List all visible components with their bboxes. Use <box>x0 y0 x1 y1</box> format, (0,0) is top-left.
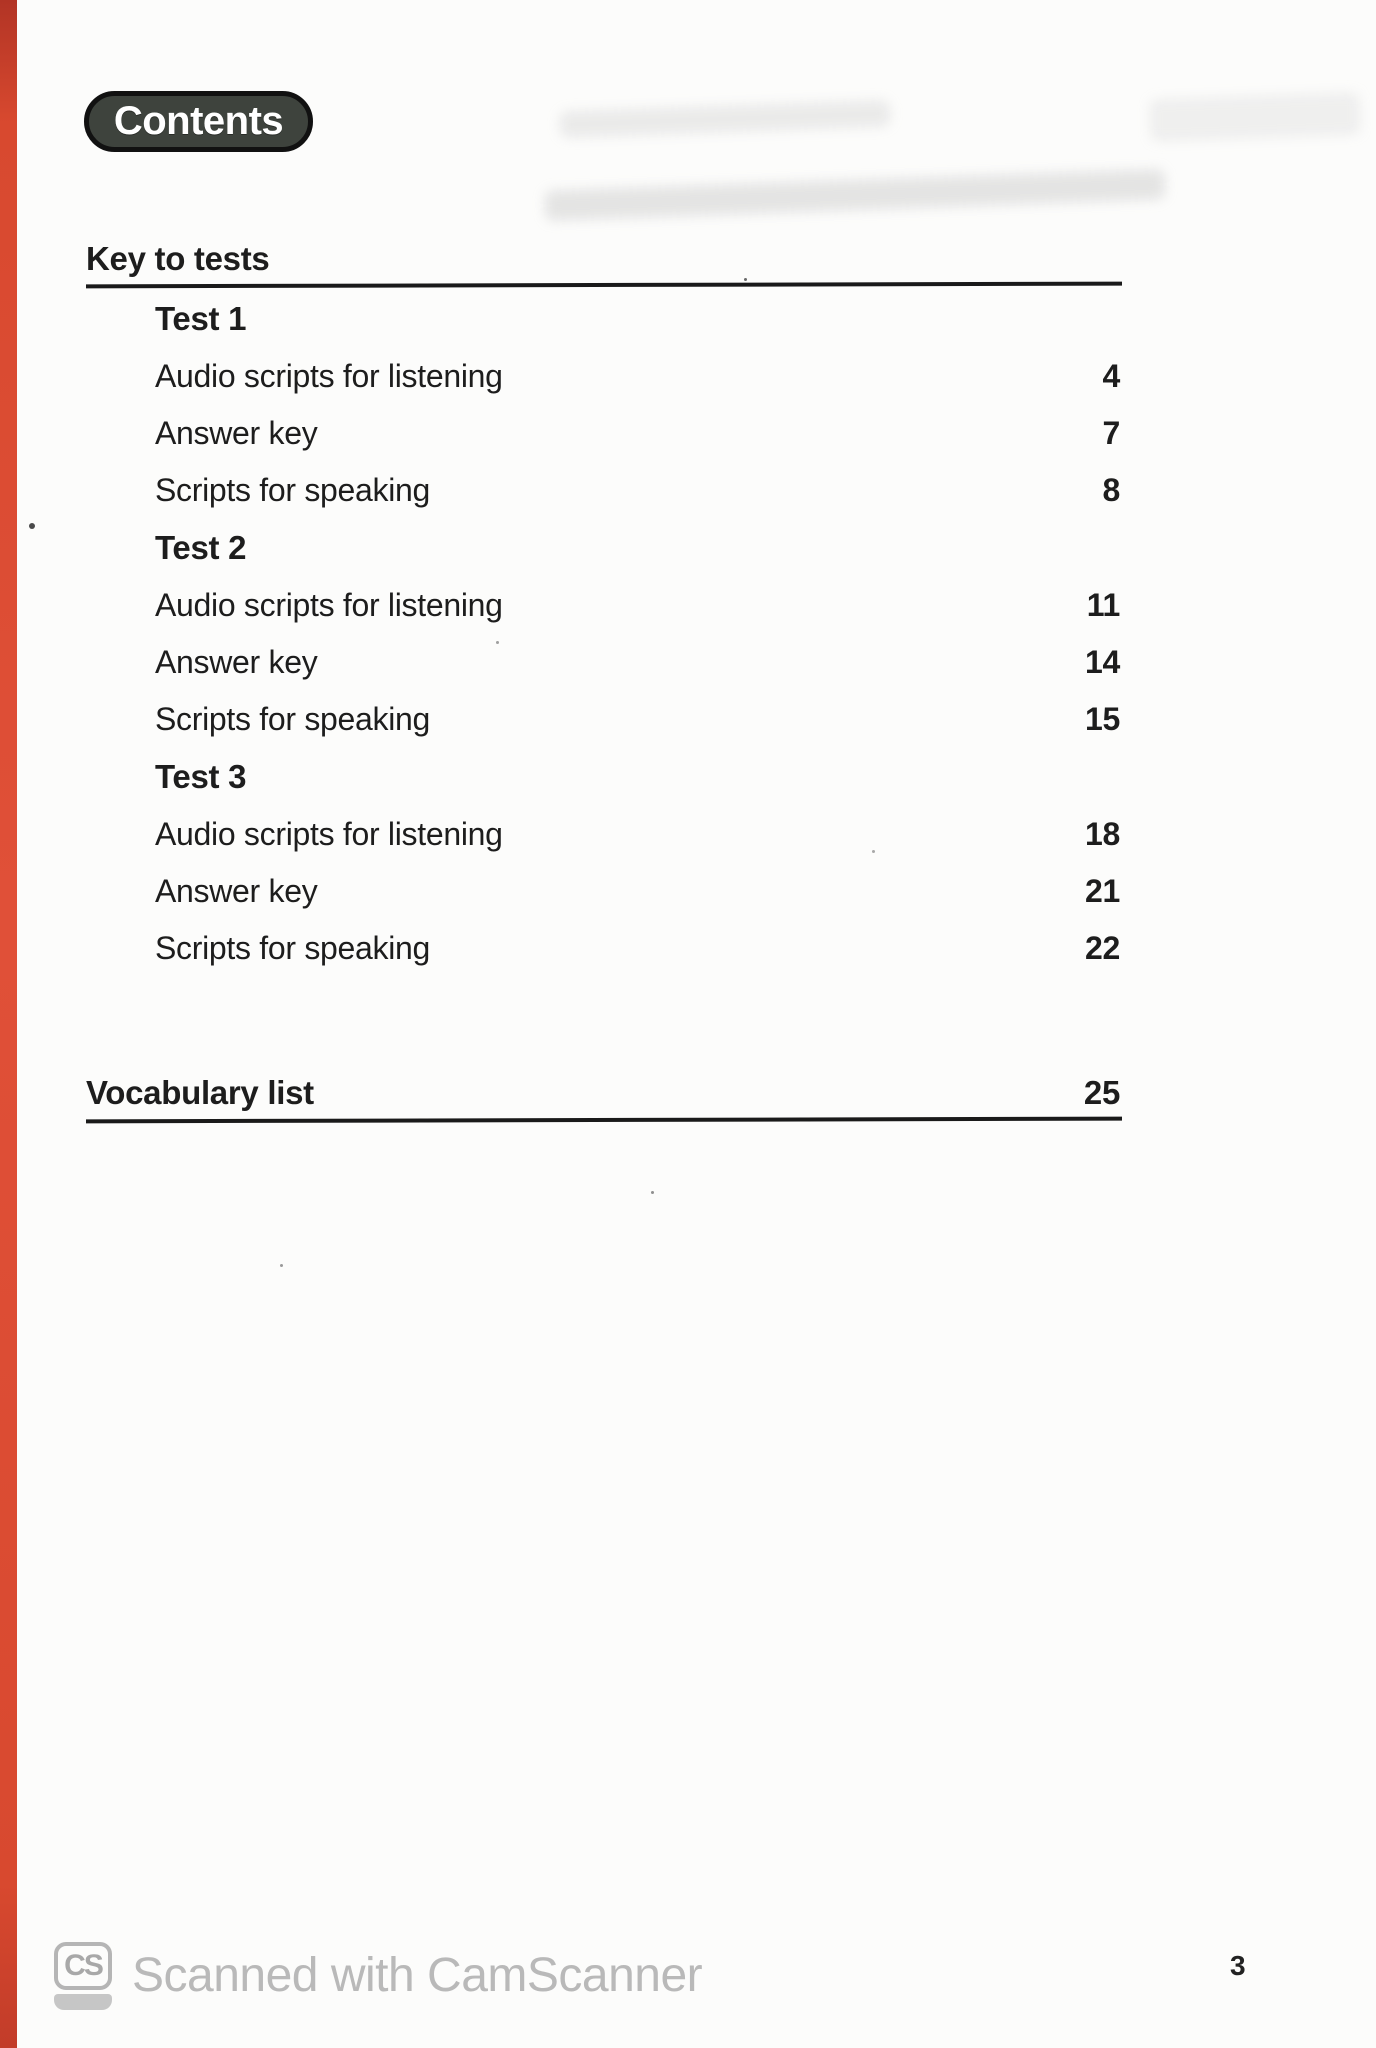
toc-entry-row <box>155 818 1120 851</box>
toc-entry-label: Scripts for speaking <box>155 472 431 508</box>
toc-entry-label: Answer key <box>155 873 318 909</box>
divider-rule-top <box>86 282 1122 289</box>
toc-section-title: Test 3 <box>155 758 247 795</box>
toc-entry-row <box>155 646 1120 679</box>
toc-entry-page-number: 11 <box>1086 587 1120 623</box>
scan-speck <box>651 1191 654 1194</box>
contents-badge <box>84 91 313 152</box>
toc-entry-row <box>155 589 1120 622</box>
toc-entry-label: Audio scripts for listening <box>155 816 503 852</box>
toc-entry-label: Scripts for speaking <box>155 930 431 966</box>
section-heading-key-to-tests: Key to tests <box>86 240 270 277</box>
camscanner-logo-letters: CS <box>54 1942 112 1990</box>
toc-entry-vocabulary-list <box>86 1076 1120 1110</box>
toc-entry-page-number: 7 <box>1102 415 1120 451</box>
toc-entry-row <box>155 875 1120 908</box>
toc-section-title: Test 1 <box>155 300 247 337</box>
toc-entry-page-number: 8 <box>1102 472 1120 508</box>
toc-section-test-3 <box>155 760 1120 965</box>
scan-smudge <box>1149 92 1360 141</box>
toc-section-test-2 <box>155 531 1120 736</box>
contents-badge-label: Contents <box>113 99 284 143</box>
toc-entry-row <box>155 417 1120 450</box>
camscanner-watermark-text: Scanned with CamScanner <box>132 1949 703 2002</box>
camscanner-logo-tab <box>54 1994 112 2010</box>
toc-section-test-1 <box>155 302 1120 507</box>
divider-rule-bottom <box>86 1117 1122 1124</box>
toc-entry-row <box>155 360 1120 393</box>
toc-entry-label: Vocabulary list <box>86 1074 314 1111</box>
toc-entry-label: Scripts for speaking <box>155 701 431 737</box>
toc-entry-label: Answer key <box>155 644 318 680</box>
toc-entry-row <box>155 703 1120 736</box>
toc-entry-page-number: 4 <box>1102 358 1120 394</box>
toc-entry-page-number: 15 <box>1085 701 1120 737</box>
scan-speck <box>29 523 35 529</box>
toc-entry-row <box>155 932 1120 965</box>
scan-smudge <box>545 169 1166 221</box>
scan-speck <box>280 1264 283 1267</box>
toc-entry-row <box>155 474 1120 507</box>
toc-entry-page-number: 21 <box>1085 873 1120 909</box>
scan-edge-artifact <box>0 0 17 2048</box>
page-number: 3 <box>1230 1950 1246 1981</box>
toc-entry-page-number: 25 <box>1083 1074 1120 1111</box>
toc-entry-label: Audio scripts for listening <box>155 358 503 394</box>
toc-section-title: Test 2 <box>155 529 247 566</box>
table-of-contents <box>155 302 1120 989</box>
toc-entry-page-number: 14 <box>1085 644 1120 680</box>
toc-entry-page-number: 22 <box>1085 930 1120 966</box>
scan-speck <box>744 278 747 281</box>
toc-entry-label: Audio scripts for listening <box>155 587 503 623</box>
toc-entry-page-number: 18 <box>1085 816 1120 852</box>
toc-entry-label: Answer key <box>155 415 318 451</box>
scan-smudge <box>560 100 891 138</box>
camscanner-logo-icon <box>54 1942 112 2014</box>
